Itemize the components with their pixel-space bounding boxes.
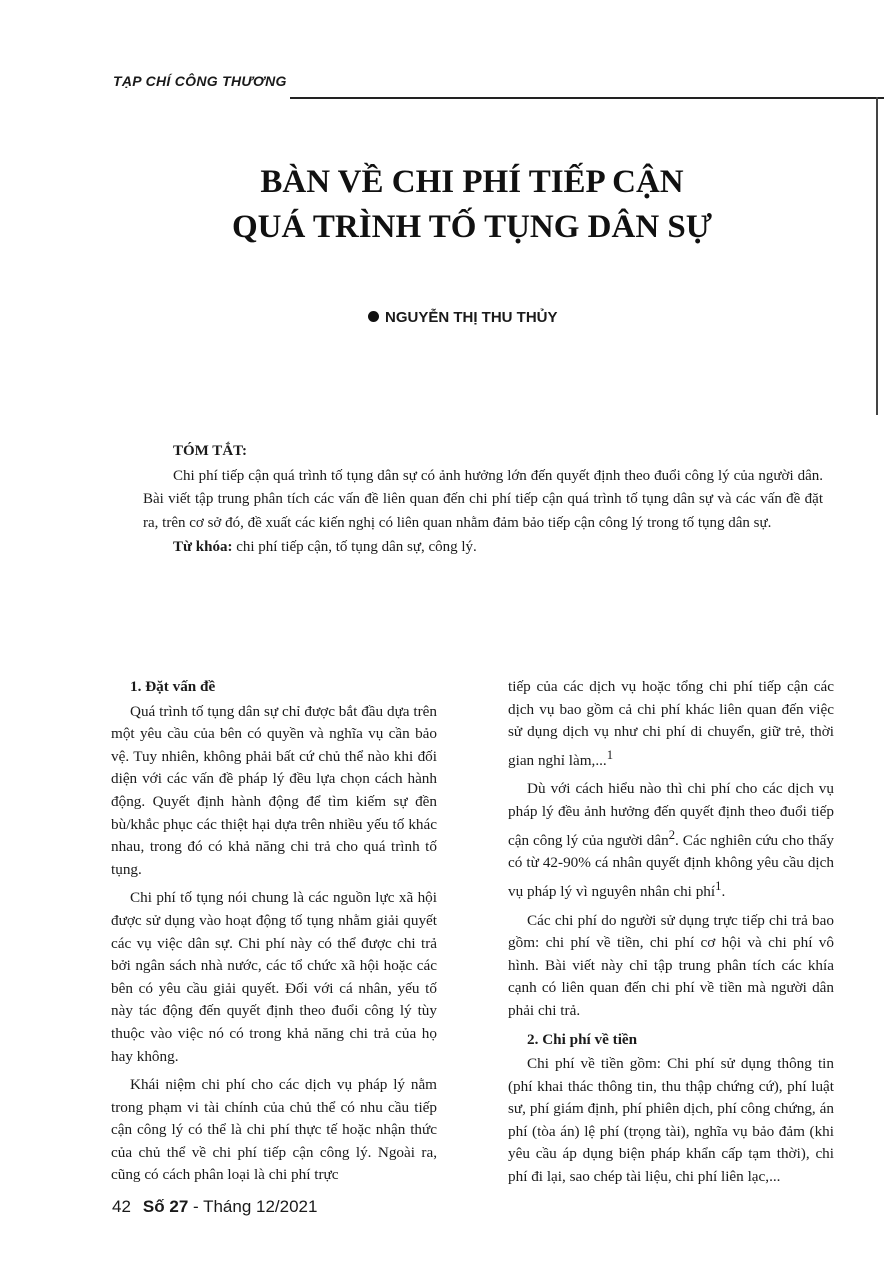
side-rule: [876, 97, 878, 415]
issue-date: - Tháng 12/2021: [188, 1197, 318, 1216]
footnote-ref: 1: [606, 747, 614, 762]
paragraph: Khái niệm chi phí cho các dịch vụ pháp lý nằm trong phạm vi tài chính của chủ thể có nhu cầu tiếp cận công lý có thể là chi phí thực tế hoặc nhận thức của chủ thể về chi phí tiếp cận công lý. Ngoài ra, cũng có cách phân loại là chi phí trực: [111, 1076, 437, 1184]
keywords-text: chi phí tiếp cận, tố tụng dân sự, công lý.: [232, 538, 477, 555]
abstract-heading: TÓM TẮT:: [173, 443, 248, 459]
right-column: [508, 676, 834, 1195]
footer: [112, 1197, 317, 1217]
footnote-ref: 2: [668, 827, 676, 842]
author: [368, 309, 558, 326]
title-line-1: BÀN VỀ CHI PHÍ TIẾP CẬN: [260, 164, 684, 200]
paragraph: Quá trình tố tụng dân sự chỉ được bắt đầu dựa trên một yêu cầu của bên có quyền và nghĩa vụ cần bảo vệ. Tuy nhiên, không phải bất cứ chủ thể nào khi đối diện với các vấn đề pháp lý đều lựa chọn cách hành động. Quyết định hành động để tìm kiếm sự đền bù/khắc phục các thiệt hại dựa trên nhiều yếu tố khác nhau, trong đó có khả năng chi trả cho quá trình tố tụng.: [111, 702, 437, 878]
paragraph: Các chi phí do người sử dụng trực tiếp chi trả bao gồm: chi phí về tiền, chi phí cơ hội và chi phí vô hình. Bài viết này chỉ tập trung phân tích các khía cạnh có liên quan đến chi phí về tiền mà người dân phải chi trả.: [508, 911, 834, 1019]
footnote-ref: 1: [715, 878, 722, 893]
paragraph: Chi phí về tiền gồm: Chi phí sử dụng thông tin (phí khai thác thông tin, thu thập chứng cứ), phí luật sư, phí giám định, phí phiên dịch, phí công chứng, án phí (tòa án) lệ phí (trọng tài), nghĩa vụ bảo đảm (khi yêu cầu áp dụng biện pháp khẩn cấp tạm thời), chi phí đi lại, sao chép tài liệu, chi phí liên lạc,...: [508, 1055, 834, 1186]
issue-number: Số 27: [142, 1197, 189, 1216]
abstract-body: Chi phí tiếp cận quá trình tố tụng dân sự có ảnh hưởng lớn đến quyết định theo đuổi công lý của người dân. Bài viết tập trung phân tích các vấn đề liên quan đến chi phí tiếp cận quá trình tố tụng dân sự và các vấn đề đặt ra, trên cơ sở đó, đề xuất các kiến nghị có liên quan nhằm đảm bảo tiếp cận công lý trong tố tụng dân sự.: [143, 468, 823, 531]
title-line-2: QUÁ TRÌNH TỐ TỤNG DÂN SỰ: [231, 209, 713, 245]
paragraph: Chi phí tố tụng nói chung là các nguồn lực xã hội được sử dụng vào hoạt động tố tụng nhằm giải quyết các vụ việc dân sự. Chi phí này có thể được chi trả bởi ngân sách nhà nước, các tổ chức xã hội hoặc các bên có yêu cầu giải quyết. Đối với cá nhân, yếu tố này tác động đến quyết định theo đuổi công lý tùy thuộc vào việc nó có trong khả năng chi trả của họ hay không.: [111, 889, 437, 1065]
section-2-heading: 2. Chi phí về tiền: [527, 1030, 638, 1048]
bullet-icon: [368, 311, 379, 322]
abstract: [143, 440, 823, 559]
keywords-label: Từ khóa:: [173, 538, 233, 555]
section-1-heading: 1. Đặt vấn đề: [130, 678, 216, 695]
left-column: [111, 676, 437, 1193]
page-number: 42: [112, 1197, 131, 1216]
author-name: NGUYỄN THỊ THU THỦY: [385, 309, 558, 326]
paragraph-continued: tiếp của các dịch vụ hoặc tổng chi phí tiếp cận các dịch vụ bao gồm cả chi phí khác liên quan đến việc sử dụng dịch vụ như chi phí di chuyển, giữ trẻ, thời gian nghỉ làm,...$^1$: [508, 678, 834, 769]
article-title: [120, 160, 824, 250]
keywords: [143, 536, 823, 559]
journal-name: TẠP CHÍ CÔNG THƯƠNG: [113, 73, 287, 89]
paragraph: Dù với cách hiểu nào thì chi phí cho các dịch vụ pháp lý đều ảnh hưởng đến quyết định theo đuổi tiếp cận công lý của người dân$^2$. Các nghiên cứu cho thấy có từ 42-90% cá nhân quyết định không yêu cầu dịch vụ pháp lý vì nguyên nhân chi phí$^1$.: [508, 780, 834, 900]
header-rule: [290, 97, 884, 99]
